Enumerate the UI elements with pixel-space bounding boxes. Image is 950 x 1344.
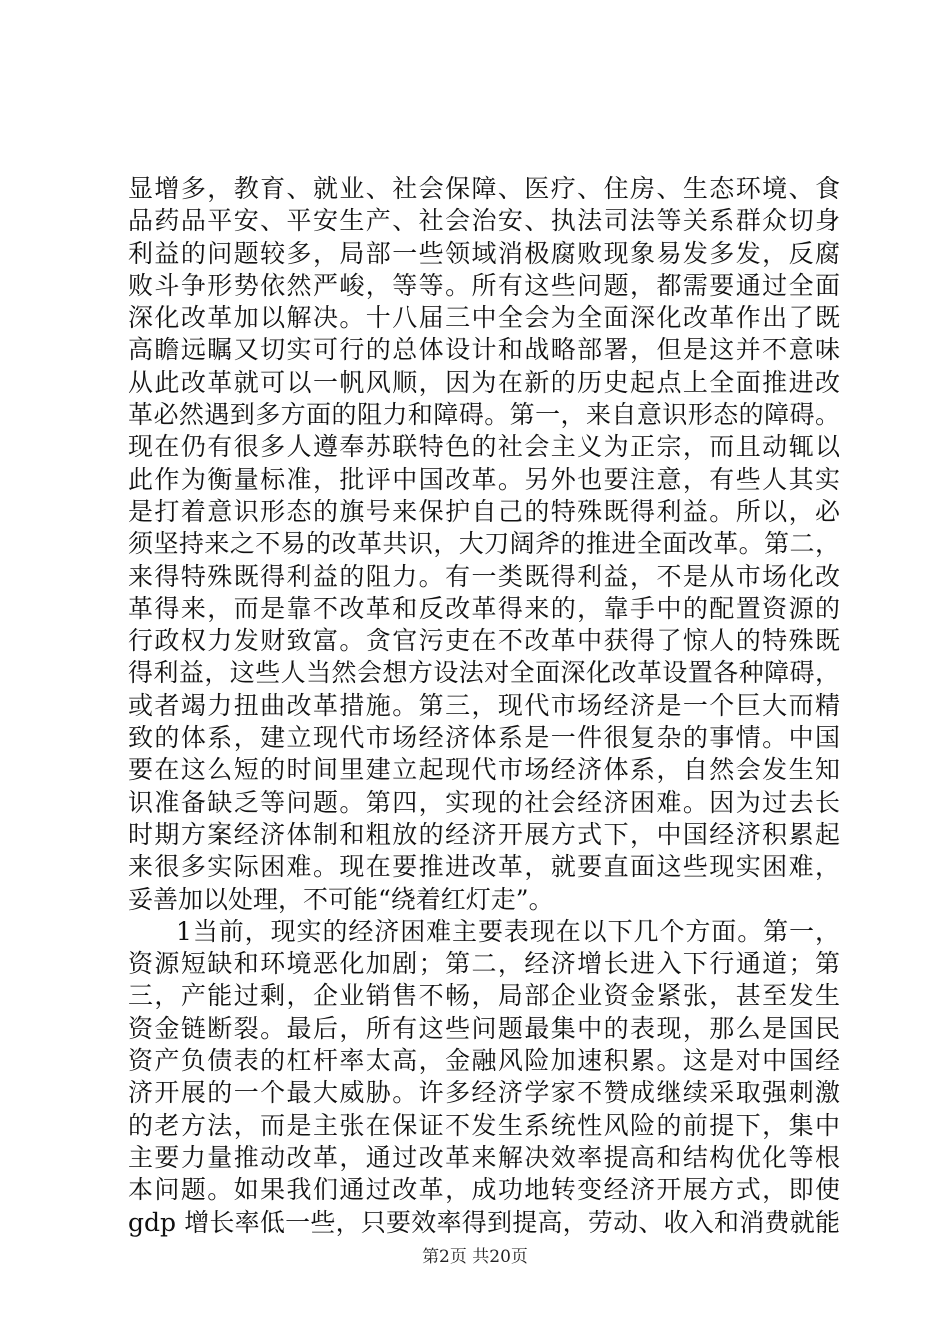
text-line: 来得特殊既得利益的阻力。有一类既得利益，不是从市场化改 (128, 561, 840, 591)
text-line: 资金链断裂。最后，所有这些问题最集中的表现，那么是国民 (128, 1013, 840, 1043)
text-line: 或者竭力扭曲改革措施。第三，现代市场经济是一个巨大而精 (128, 690, 840, 720)
text-line: 从此改革就可以一帆风顺，因为在新的历史起点上全面推进改 (128, 367, 840, 397)
text-line: 现在仍有很多人遵奉苏联特色的社会主义为正宗，而且动辄以 (128, 432, 840, 462)
text-line: 的老方法，而是主张在保证不发生系统性风险的前提下，集中 (128, 1110, 840, 1140)
text-line: 革得来，而是靠不改革和反改革得来的，靠手中的配置资源的 (128, 593, 840, 623)
text-line: 是打着意识形态的旗号来保护自己的特殊既得利益。所以，必 (128, 496, 840, 526)
text-line: 品药品平安、平安生产、社会治安、执法司法等关系群众切身 (128, 206, 840, 236)
page-footer: 第2页 共20页 (422, 1247, 528, 1267)
text-line: 要在这么短的时间里建立起现代市场经济体系，自然会发生知 (128, 755, 840, 785)
text-line: 高瞻远瞩又切实可行的总体设计和战略部署，但是这并不意味 (128, 335, 840, 365)
text-line: 本问题。如果我们通过改革，成功地转变经济开展方式，即使 (128, 1175, 840, 1205)
text-line: 须坚持来之不易的改革共识，大刀阔斧的推进全面改革。第二， (128, 529, 840, 559)
text-line: 革必然遇到多方面的阻力和障碍。第一，来自意识形态的障碍。 (128, 400, 840, 430)
text-line: 时期方案经济体制和粗放的经济开展方式下，中国经济积累起 (128, 819, 840, 849)
text-line: 1当前，现实的经济困难主要表现在以下几个方面。第一， (176, 916, 840, 946)
text-line: 得利益，这些人当然会想方设法对全面深化改革设置各种障碍， (128, 658, 840, 688)
text-line: 济开展的一个最大威胁。许多经济学家不赞成继续采取强刺激 (128, 1078, 840, 1108)
text-line: gdp 增长率低一些，只要效率得到提高，劳动、收入和消费就能 (128, 1207, 840, 1237)
text-line: 深化改革加以解决。十八届三中全会为全面深化改革作出了既 (128, 303, 840, 333)
text-line: 致的体系，建立现代市场经济体系是一件很复杂的事情。中国 (128, 723, 840, 753)
text-line: 主要力量推动改革，通过改革来解决效率提高和结构优化等根 (128, 1142, 840, 1172)
text-line: 败斗争形势依然严峻，等等。所有这些问题，都需要通过全面 (128, 270, 840, 300)
text-line: 资源短缺和环境恶化加剧；第二，经济增长进入下行通道；第 (128, 949, 840, 979)
text-line: 资产负债表的杠杆率太高，金融风险加速积累。这是对中国经 (128, 1046, 840, 1076)
text-line: 显增多，教育、就业、社会保障、医疗、住房、生态环境、食 (128, 174, 840, 203)
text-line: 三，产能过剩，企业销售不畅，局部企业资金紧张，甚至发生 (128, 981, 840, 1011)
text-line: 此作为衡量标准，批评中国改革。另外也要注意，有些人其实 (128, 464, 840, 494)
text-line: 行政权力发财致富。贪官污吏在不改革中获得了惊人的特殊既 (128, 626, 840, 656)
text-line: 妥善加以处理，不可能“绕着红灯走”。 (128, 884, 554, 914)
body-text (128, 173, 840, 1239)
text-line: 利益的问题较多，局部一些领域消极腐败现象易发多发，反腐 (128, 238, 840, 268)
text-line: 识准备缺乏等问题。第四，实现的社会经济困难。因为过去长 (128, 787, 840, 817)
text-line: 来很多实际困难。现在要推进改革，就要直面这些现实困难， (128, 852, 840, 882)
